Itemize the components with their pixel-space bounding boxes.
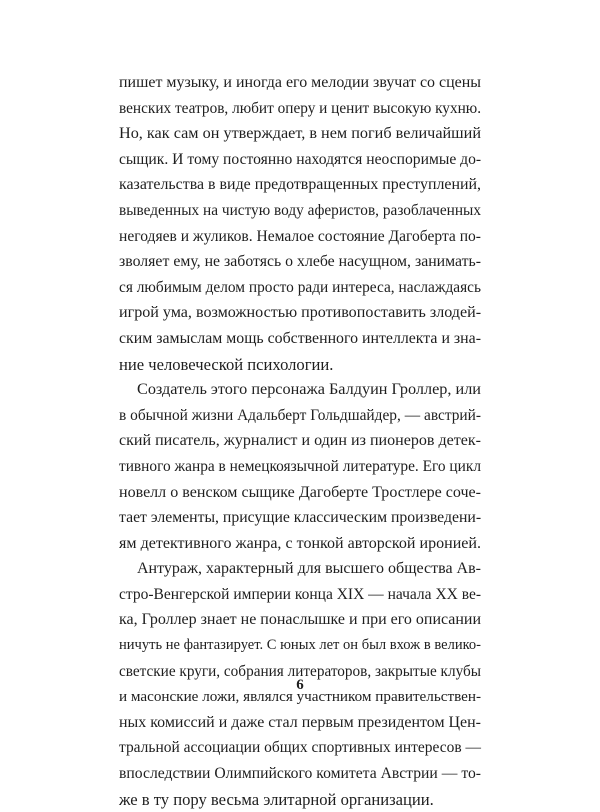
text-line: ям детективного жанра, с тонкой авторской иронией. [119,534,481,552]
text-line: тает элементы, присущие классическим произведени- [119,509,482,527]
text-line: Создатель этого персонажа Балдуин Гроллер, или [137,380,481,399]
text-line: ние человеческой психологии. [119,354,334,374]
text-line: сыщик. И тому постоянно находятся неоспоримые до- [119,150,482,168]
text-line: казательства в виде предотвращенных преступлений, [119,176,481,194]
text-line: ся любимым делом просто ради интереса, наслаждаясь [119,278,481,296]
text-line: ка, Гроллер знает не понаслышке и при его описании [119,611,481,629]
text-line: тральной ассоциации общих спортивных интересов — [119,739,481,757]
text-line: Но, как сам он утверждает, в нем погиб величайший [119,124,481,143]
page-number: 6 [296,677,304,693]
text-line: тивного жанра в немецкоязычной литературе. Его цикл [119,457,481,475]
text-line: игрой ума, возможностью противопоставить злодей- [119,304,482,322]
text-line: светские круги, собрания литераторов, закрытые клубы [119,662,481,680]
text-line: ных комиссий и даже стал первым президентом Цен- [119,713,481,731]
text-line: впоследствии Олимпийского комитета Австрии — то- [119,765,481,783]
text-line: ничуть не фантазирует. С юных лет он был вхож в велико- [119,637,481,654]
text-line: Антураж, характерный для высшего общества Ав- [137,560,481,578]
text-line: ский писатель, журналист и один из пионеров детек- [119,432,481,450]
text-line: пишет музыку, и иногда его мелодии звучат со сцены [119,74,481,91]
text-line: ским замыслам мощь собственного интеллекта и зна- [119,329,481,347]
text-line: выведенных на чистую воду аферистов, разоблаченных [119,201,481,219]
text-line: стро-Венгерской империи конца XIX — начала XX ве- [119,585,481,603]
text-line: зволяет ему, не заботясь о хлебе насущном, занимать- [119,253,481,271]
body-text [119,70,481,812]
text-line: венских театров, любит оперу и ценит высокую кухню. [119,99,482,117]
paragraph-1 [119,70,481,377]
text-line: в обычной жизни Адальберт Гольдшайдер, — австрий- [119,406,481,424]
text-line: же в ту пору весьма элитарной организации. [119,789,434,809]
paragraph-2 [119,377,481,556]
text-line: негодяев и жуликов. Немалое состояние Дагоберта по- [119,227,481,245]
text-line: и масонские ложи, являлся участником правительствен- [119,688,481,706]
text-line: новелл о венском сыщике Дагоберте Тростлере сочe- [119,483,481,501]
